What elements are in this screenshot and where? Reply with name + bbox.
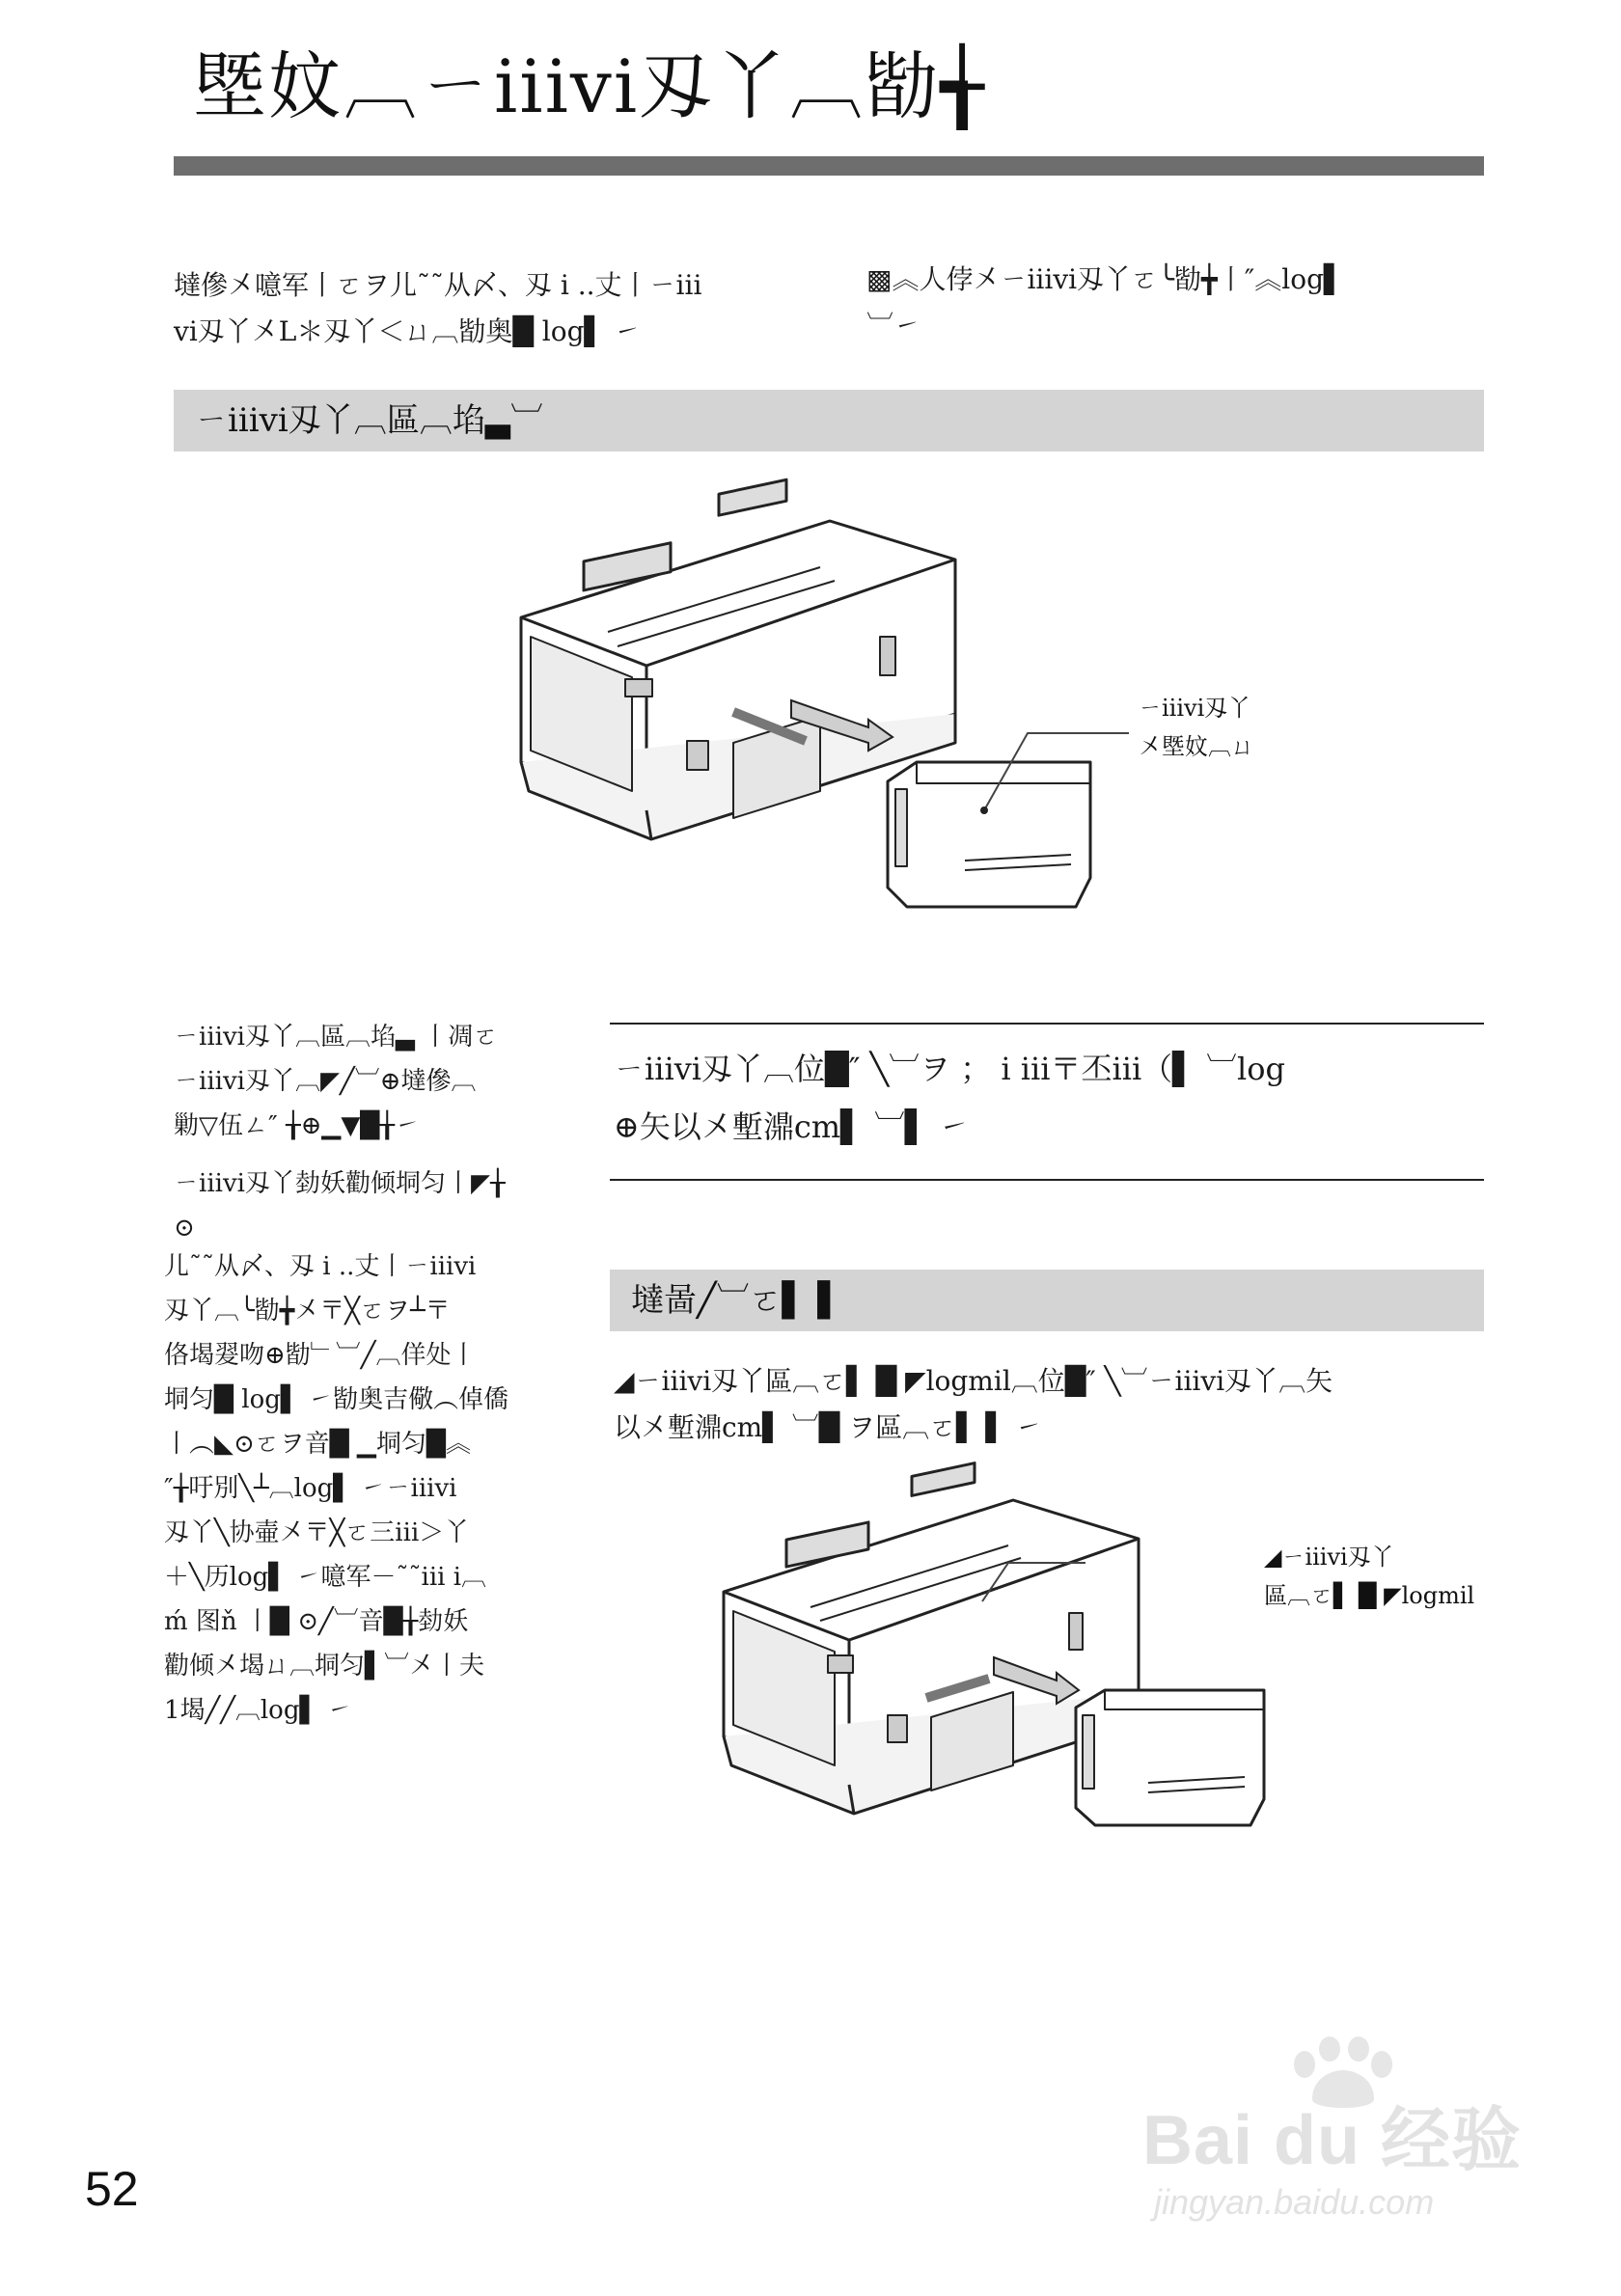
page-number: 52 bbox=[85, 2162, 139, 2216]
section2-line: ◢ㄧiiivi刄丫區︹ㄛ▌ █ ◤logmil︹位█″ ╲︺ㄧiiivi刄丫︹矢 bbox=[614, 1365, 1333, 1397]
section-heading-2: 墶啚╱︺ㄛ▌ ▌ bbox=[610, 1270, 1484, 1331]
intro-right-text bbox=[866, 257, 1484, 349]
page-title: 塈妏︹ㄧiiivi刄丫︹勓╅ bbox=[193, 43, 986, 129]
sidebar-line: ㄧiiivi刄丫勎妖勸倾垌匀丨◤╁ bbox=[174, 1169, 506, 1198]
watermark-url: jingyan.baidu.com bbox=[1154, 2182, 1435, 2222]
note-bottom-rule bbox=[610, 1179, 1484, 1181]
sidebar-line: 1堨╱╱︹log▌ ㇀ bbox=[164, 1696, 352, 1725]
note-text bbox=[614, 1040, 1482, 1156]
intro-left-line: 墶傪㐅噫军丨ㄛヲ儿˜˜从〆、刄 i ..丈丨ㄧiii bbox=[174, 269, 702, 301]
callout-1 bbox=[1139, 689, 1254, 766]
sidebar-line: ㄧiiivi刄丫︹區︹埳▃ 丨凋ㄛ bbox=[174, 1023, 499, 1052]
sidebar-line: 勦▽伍ㄥ″ ╁⊕▁▼█╁㇀ bbox=[174, 1111, 421, 1140]
figure-camcorder-attach bbox=[502, 502, 1196, 945]
sidebar-line: ″╁吁別╲┴︹log▌ ㇀ㄧiiivi bbox=[164, 1474, 457, 1503]
sidebar-line: 刄丫╲协壷㐅〒╳ㄛ三iii＞丫 bbox=[164, 1518, 470, 1547]
title-rule bbox=[174, 156, 1484, 176]
sidebar-text-2 bbox=[164, 1244, 531, 1733]
callout-2-line: ◢ㄧiiivi刄丫 bbox=[1264, 1544, 1394, 1571]
intro-left-text bbox=[174, 262, 810, 355]
sidebar-line: ḿ 图ň 丨█ ⊙╱︺音█╁勎妖 bbox=[164, 1607, 469, 1636]
intro-right-line: ︺㇀ bbox=[866, 310, 921, 342]
callout-2 bbox=[1264, 1538, 1474, 1615]
sidebar-line: ㄧiiivi刄丫︹◤╱︺⊕墶傪︹ bbox=[174, 1067, 477, 1096]
sidebar-line: ⊙ bbox=[174, 1214, 195, 1243]
section-heading-1: ㄧiiivi刄丫︹區︹埳▃︺ bbox=[174, 390, 1484, 451]
sidebar-line: 刄丫︹╰勓╈㐅〒╳ㄛヲ┴〒 bbox=[164, 1297, 451, 1326]
sidebar-line: ＋╲历log▌ ㇀噫军－˜˜iii i︹ bbox=[164, 1563, 487, 1592]
callout-1-line: 㐅塈妏︹ㄩ bbox=[1139, 733, 1254, 760]
section2-body bbox=[614, 1358, 1482, 1451]
sidebar-line: 佫堨翇吻⊕勓﹂︺╱︹佯处丨 bbox=[164, 1341, 477, 1370]
note-line: ㄧiiivi刄丫︹位█″ ╲︺ヲ ； i iii〒丕iii（▌ ︺log bbox=[614, 1051, 1285, 1087]
sidebar-line: 丨︵◣⊙ㄛヲ音█ ▁垌匀█︽ bbox=[164, 1430, 472, 1459]
intro-left-line: vi刄丫㐅L＊刄丫＜ㄩ︹勓奥█ log▌ ㇀ bbox=[174, 315, 641, 347]
callout-2-line: 區︹ㄛ▌ █ ◤logmil bbox=[1264, 1582, 1475, 1609]
note-line: ⊕矢以㐅塹濎cm▌ ︺▌ ㇀ bbox=[614, 1108, 970, 1145]
sidebar-line: 垌匀█ log▌ ㇀勓奥吉儆︵倬僑 bbox=[164, 1385, 509, 1414]
sidebar-line: 勸倾㐅堨ㄩ︹垌匀▌︺㐅丨夫 bbox=[164, 1652, 484, 1681]
intro-right-line: ▩︽人侼㐅ㄧiiivi刄丫ㄛ╰勓╈丨″︽log▌ bbox=[866, 263, 1345, 295]
callout-1-line: ㄧiiivi刄丫 bbox=[1139, 695, 1251, 722]
section2-line: 以㐅塹濎cm▌ ︺█ ヲ區︹ㄛ▌ ▌ ㇀ bbox=[614, 1411, 1042, 1443]
watermark-brand: Bai du 经验 bbox=[1142, 2102, 1523, 2179]
note-top-rule bbox=[610, 1023, 1484, 1025]
sidebar-text bbox=[174, 1015, 531, 1250]
figure-camcorder-remove bbox=[714, 1486, 1332, 1910]
sidebar-line: 儿˜˜从〆、刄 i ..丈丨ㄧiiivi bbox=[164, 1252, 477, 1281]
